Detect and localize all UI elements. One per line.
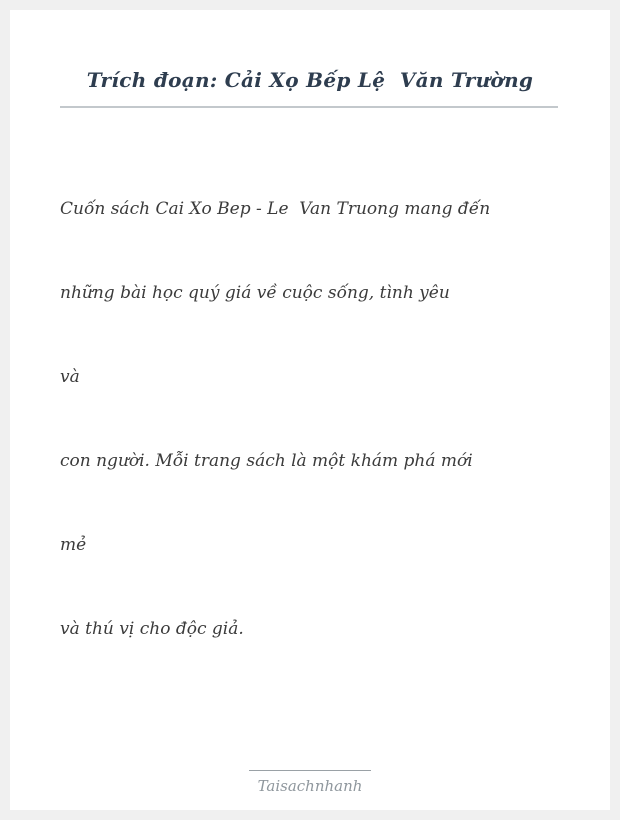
excerpt-line: con người. Mỗi trang sách là một khám phá mới bbox=[60, 451, 473, 471]
excerpt-line: những bài học quý giá về cuộc sống, tình yêu bbox=[60, 283, 450, 303]
excerpt-line: mẻ bbox=[60, 535, 87, 555]
document-page bbox=[10, 10, 610, 810]
footer-divider bbox=[249, 770, 371, 771]
excerpt-line: Cuốn sách Cai Xo Bep - Le Van Truong mang đến bbox=[60, 199, 491, 219]
excerpt-line: và bbox=[60, 367, 80, 387]
excerpt-line: và thú vị cho độc giả. bbox=[60, 619, 244, 639]
site-name: Taisachnhanh bbox=[257, 777, 363, 795]
title-divider bbox=[60, 106, 558, 108]
excerpt-paragraph bbox=[60, 139, 570, 699]
page-title: Trích đoạn: Cải Xọ Bếp Lệ Văn Trường bbox=[86, 68, 534, 92]
